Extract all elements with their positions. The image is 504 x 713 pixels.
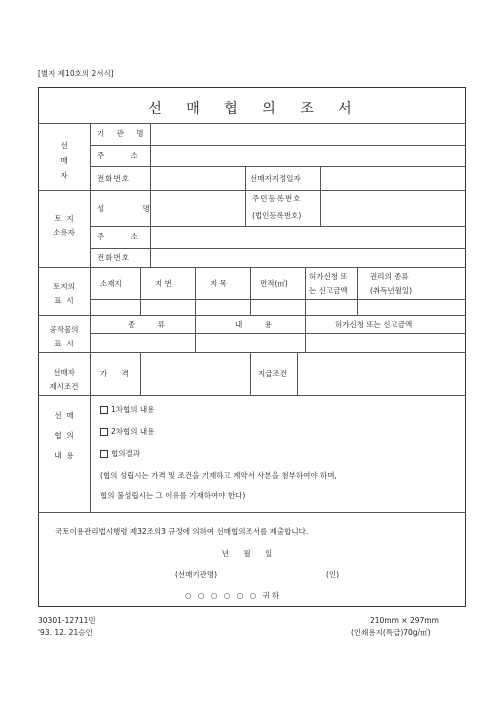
negotiation-note-2: 협의 불성립시는 그 이유를 기재하여야 한다) xyxy=(100,491,246,500)
divider xyxy=(140,267,141,315)
divider xyxy=(245,166,246,190)
divider xyxy=(38,315,466,316)
divider xyxy=(38,267,466,268)
divider xyxy=(250,352,251,395)
agency-name-label: 기 관 명 xyxy=(97,129,149,138)
buyer-section-label: 선 매 자 xyxy=(60,141,68,180)
col-land-category: 지 목 xyxy=(210,279,227,288)
divider xyxy=(38,352,466,353)
form-reference: [별지 제10호의 2서식] xyxy=(38,69,114,78)
col-structure-permit: 허가신청 또는 신고금액 xyxy=(335,320,413,329)
divider xyxy=(195,267,196,315)
corporate-number-label: (법인등록번호) xyxy=(252,211,302,220)
col-structure-type: 종 류 xyxy=(128,320,175,329)
agency-signature: (선매기관명) xyxy=(175,570,218,579)
owner-phone-label: 전화번호 xyxy=(97,253,130,262)
divider xyxy=(320,166,321,190)
checkbox[interactable] xyxy=(100,406,108,414)
buyer-phone-label: 전화번호 xyxy=(97,174,130,183)
approval-date: '93. 12. 21승인 xyxy=(38,628,93,637)
second-negotiation-item: 2차협의 내용 xyxy=(100,428,154,436)
divider xyxy=(90,145,466,146)
checkbox[interactable] xyxy=(100,450,108,458)
negotiation-result-item: 협의결과 xyxy=(100,450,140,458)
resident-number-label: 주민등록번호 xyxy=(252,194,302,203)
divider xyxy=(195,315,196,352)
col-permit-amount-1: 허가신청 또 xyxy=(309,272,348,281)
col-lot-number: 지 번 xyxy=(155,279,172,288)
divider xyxy=(90,248,466,249)
date-line: 년 월 일 xyxy=(221,549,279,558)
divider xyxy=(305,315,306,352)
first-negotiation-item: 1차협의 내용 xyxy=(100,406,154,414)
negotiation-note-1: (협의 성립시는 가격 및 조건을 기재하고 계약서 사본을 첨부하여야 하며, xyxy=(100,471,337,480)
price-label: 가 격 xyxy=(100,369,135,378)
recipient-line: ○ ○ ○ ○ ○ ○ 귀하 xyxy=(185,591,282,600)
seal-mark: (인) xyxy=(326,570,340,579)
proposal-section-label: 선매자 제시조건 xyxy=(49,368,79,391)
divider xyxy=(38,190,466,191)
divider xyxy=(38,123,466,124)
owner-name-label: 성 명 xyxy=(97,204,168,213)
payment-terms-label: 지급조건 xyxy=(258,369,287,378)
divider xyxy=(320,190,321,226)
buyer-address-label: 주 소 xyxy=(97,151,150,160)
divider xyxy=(245,190,246,226)
col-permit-amount-2: 는 신고금액 xyxy=(309,286,348,295)
col-rights-type-2: (취득년월일) xyxy=(370,286,413,295)
checkbox[interactable] xyxy=(100,428,108,436)
form-title: 선 매 협 의 조 서 xyxy=(148,101,362,117)
divider xyxy=(150,123,151,190)
owner-address-label: 주 소 xyxy=(97,232,150,241)
paper-size: 210mm × 297mm xyxy=(370,616,439,625)
divider xyxy=(305,267,306,315)
owner-section-label: 토 지 소유자 xyxy=(53,214,75,237)
divider xyxy=(90,226,466,227)
col-location: 소재지 xyxy=(100,279,122,288)
divider xyxy=(90,123,91,512)
form-number: 30301-12711민 xyxy=(38,616,96,625)
divider xyxy=(90,333,466,334)
divider xyxy=(90,166,466,167)
divider xyxy=(140,352,141,395)
divider xyxy=(297,352,298,395)
divider xyxy=(38,395,466,396)
col-structure-content: 내 용 xyxy=(235,320,282,329)
divider xyxy=(150,190,151,267)
submission-statement: 국토이용관리법시행령 제32조의3 규정에 의하여 선매협의조서를 제출합니다. xyxy=(55,527,309,536)
paper-type: (인쇄용지(특급)70g/㎡) xyxy=(351,628,431,637)
negotiation-section-label: 선 매 협 의 내 용 xyxy=(54,411,74,460)
land-section-label: 토지의 표 시 xyxy=(53,282,75,305)
divider xyxy=(250,267,251,315)
designation-date-label: 선매지지정일자 xyxy=(250,174,301,183)
divider xyxy=(90,299,466,300)
divider xyxy=(38,512,466,513)
col-area: 면적(㎡) xyxy=(260,279,288,288)
divider xyxy=(357,267,358,315)
col-rights-type-1: 권리의 종류 xyxy=(370,272,409,281)
structure-section-label: 공작물의 표 시 xyxy=(49,325,79,348)
